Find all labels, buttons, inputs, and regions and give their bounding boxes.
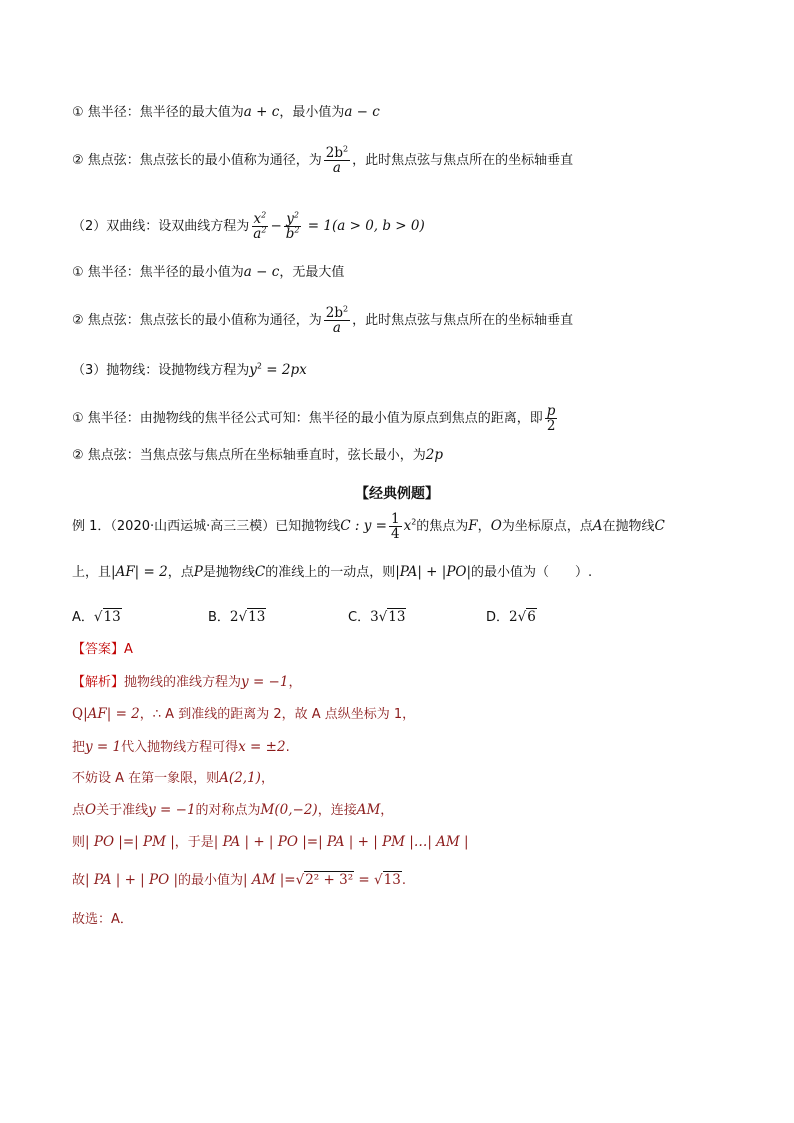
example-line-1: 例 1．（2020·山西运城·高三三模）已知抛物线C : y = $\frac{1}{4}$ $x^2$的焦点为F，O为坐标原点，点A在抛物线C (72, 511, 665, 542)
label: ， (288, 675, 302, 690)
label: ② 焦点弦：焦点弦长的最小值称为通径，为 (72, 153, 322, 168)
label: ② 焦点弦：当焦点弦与焦点所在坐标轴垂直时，弦长最小，为 (72, 448, 426, 463)
label: 故 (72, 873, 86, 888)
label: ，点 (167, 565, 194, 580)
answer-value: A (124, 642, 133, 657)
numerator: $y^2$ (286, 210, 299, 227)
label: 是抛物线 (202, 565, 255, 580)
numerator: 1 (390, 511, 400, 527)
option-d[interactable] (486, 606, 537, 625)
latus-rectum-fraction (324, 306, 350, 335)
label: 为坐标原点，点 (501, 519, 593, 534)
label: ② 焦点弦：焦点弦长的最小值称为通径，为 (72, 313, 322, 328)
denominator: 4 (390, 526, 400, 542)
sqrt-sign: √ (374, 872, 383, 888)
label: 的焦点为 (416, 519, 469, 534)
hyperbola-focal-chord (72, 306, 573, 335)
math: | PA | + | PO | (85, 872, 179, 888)
denominator: a (332, 160, 341, 176)
sqrt-sign: √ (93, 609, 103, 625)
math: y = −1 (148, 802, 196, 818)
option-radicand: 13 (248, 609, 266, 625)
denominator: 2 (546, 418, 556, 434)
analysis-line-8: 故选：A． (72, 912, 133, 927)
numerator: $2b^2$ (325, 304, 349, 321)
math-min: a − c (243, 264, 280, 280)
quarter-fraction (389, 512, 402, 541)
math: O (490, 518, 502, 534)
math: |AF| = 2 (111, 564, 168, 580)
label: ， (477, 519, 491, 534)
math: = 2px (262, 362, 307, 378)
analysis-line-7 (72, 870, 406, 891)
denominator: $a^2$ (253, 225, 267, 242)
math: AM (356, 802, 381, 818)
option-coef: 2 (229, 609, 239, 625)
math: x = ±2 (238, 739, 286, 755)
analysis-line-6 (72, 832, 469, 853)
math: |PA| + |PO| (395, 564, 472, 580)
label: 点 (72, 803, 86, 818)
numerator: $x^2$ (253, 210, 267, 227)
analysis-line-4 (72, 768, 274, 789)
section-title: 【经典例题】 (355, 486, 439, 502)
y-fraction (284, 212, 302, 241)
label: 的最小值为（ ）. (471, 565, 593, 580)
radicand: 2² + 3² (305, 872, 354, 888)
option-radicand: 6 (527, 609, 536, 625)
label: 则 (72, 835, 86, 850)
math: y (249, 362, 257, 378)
math: O (85, 802, 97, 818)
parabola-heading: （3）抛物线：设抛物线方程为$y^2 = 2px$ (72, 361, 307, 378)
math: | PO |=| PM | (85, 834, 175, 850)
denominator: $b^2$ (285, 225, 300, 242)
math: P (193, 564, 203, 580)
numerator: $2b^2$ (325, 144, 349, 161)
radicand: 13 (383, 872, 401, 888)
label: （3）抛物线：设抛物线方程为 (72, 363, 250, 378)
option-label: C． (348, 610, 371, 625)
sqrt-sign: √ (295, 872, 305, 888)
label: ，最小值为 (279, 105, 345, 120)
math-min: a − c (344, 104, 380, 120)
label: 抛物线的准线方程为 (124, 675, 242, 690)
math: |AF| = 2 (83, 706, 140, 722)
label: ，此时焦点弦与焦点所在的坐标轴垂直 (352, 153, 574, 168)
ellipse-focal-radius (72, 102, 380, 123)
option-radicand: 13 (103, 609, 121, 625)
label: ，于是 (174, 835, 214, 850)
numerator-text: 2b (325, 305, 344, 321)
label: 上，且 (72, 565, 112, 580)
math: x (403, 518, 412, 534)
parabola-focal-chord (72, 445, 443, 466)
equals: = (354, 872, 375, 888)
analysis-line-3 (72, 737, 290, 758)
answer-tag: 【答案】 (72, 642, 125, 657)
label: 的对称点为 (195, 803, 261, 818)
latus-rectum-fraction (324, 146, 350, 175)
label: 代入抛物线方程可得 (121, 740, 239, 755)
analysis-line-5 (72, 800, 393, 821)
option-c[interactable] (348, 606, 406, 625)
option-label: B． (208, 610, 230, 625)
label: . (285, 740, 290, 755)
label: 把 (72, 740, 86, 755)
math: F (468, 518, 478, 534)
label: ，∴ A 到准线的距离为 2，故 A 点纵坐标为 1， (139, 707, 416, 722)
label: 的最小值为 (178, 873, 244, 888)
math: y = 1 (85, 739, 122, 755)
sqrt-sign: √ (378, 609, 388, 625)
option-coef: 3 (370, 609, 379, 625)
label: . (401, 873, 406, 888)
math: C : y = (340, 518, 387, 534)
label: （2）双曲线：设双曲线方程为 (72, 219, 250, 234)
option-a[interactable] (72, 606, 122, 625)
answer (72, 640, 133, 660)
label: ① 焦半径：焦半径的最大值为 (72, 105, 244, 120)
option-coef: 2 (509, 609, 518, 625)
analysis-tag: 【解析】 (72, 675, 125, 690)
math: M(0,−2) (260, 802, 318, 818)
hyperbola-focal-radius (72, 262, 344, 283)
numerator: p (546, 403, 556, 419)
sqrt-sign: √ (238, 609, 248, 625)
parabola-focal-radius (72, 404, 559, 433)
option-label: D． (486, 610, 510, 625)
analysis-line-1 (72, 672, 301, 693)
label: 不妨设 A 在第一象限，则 (72, 771, 220, 786)
math: y = −1 (241, 674, 289, 690)
label: ① 焦半径：由抛物线的焦半径公式可知：焦半径的最小值为原点到焦点的距离，即 (72, 411, 543, 426)
example-line-2 (72, 562, 592, 583)
analysis-line-2 (72, 704, 415, 725)
math: | PA | + | PO |=| PA | + | PM |…| AM | (213, 834, 469, 850)
math: 2p (425, 447, 444, 463)
x-fraction (251, 212, 268, 241)
equation-tail: = 1(a > 0, b > 0) (303, 218, 425, 234)
math: | AM |= (243, 872, 296, 888)
ellipse-focal-chord (72, 146, 573, 175)
option-b[interactable] (208, 606, 266, 625)
math: A(2,1) (219, 770, 261, 786)
label: 关于准线 (96, 803, 149, 818)
half-p-fraction (545, 404, 558, 433)
label: 的准线上的一动点，则 (265, 565, 396, 580)
label: 在抛物线 (602, 519, 655, 534)
label: 例 1．（2020·山西运城·高三三模）已知抛物线 (72, 519, 341, 534)
label: ① 焦半径：焦半径的最小值为 (72, 265, 244, 280)
because-symbol: Q (72, 706, 84, 722)
math: A (592, 518, 603, 534)
option-label: A． (72, 610, 94, 625)
label: ，连接 (317, 803, 357, 818)
option-radicand: 13 (388, 609, 406, 625)
minus: − (270, 218, 282, 234)
math: C (654, 518, 665, 534)
label: ，此时焦点弦与焦点所在的坐标轴垂直 (352, 313, 574, 328)
label: ， (260, 771, 274, 786)
label: ，无最大值 (279, 265, 345, 280)
label: ， (380, 803, 394, 818)
hyperbola-heading (72, 212, 425, 241)
math-max: a + c (243, 104, 280, 120)
math: C (254, 564, 266, 580)
denominator: a (332, 320, 341, 336)
sqrt-sign: √ (517, 609, 527, 625)
numerator-text: 2b (325, 145, 344, 161)
